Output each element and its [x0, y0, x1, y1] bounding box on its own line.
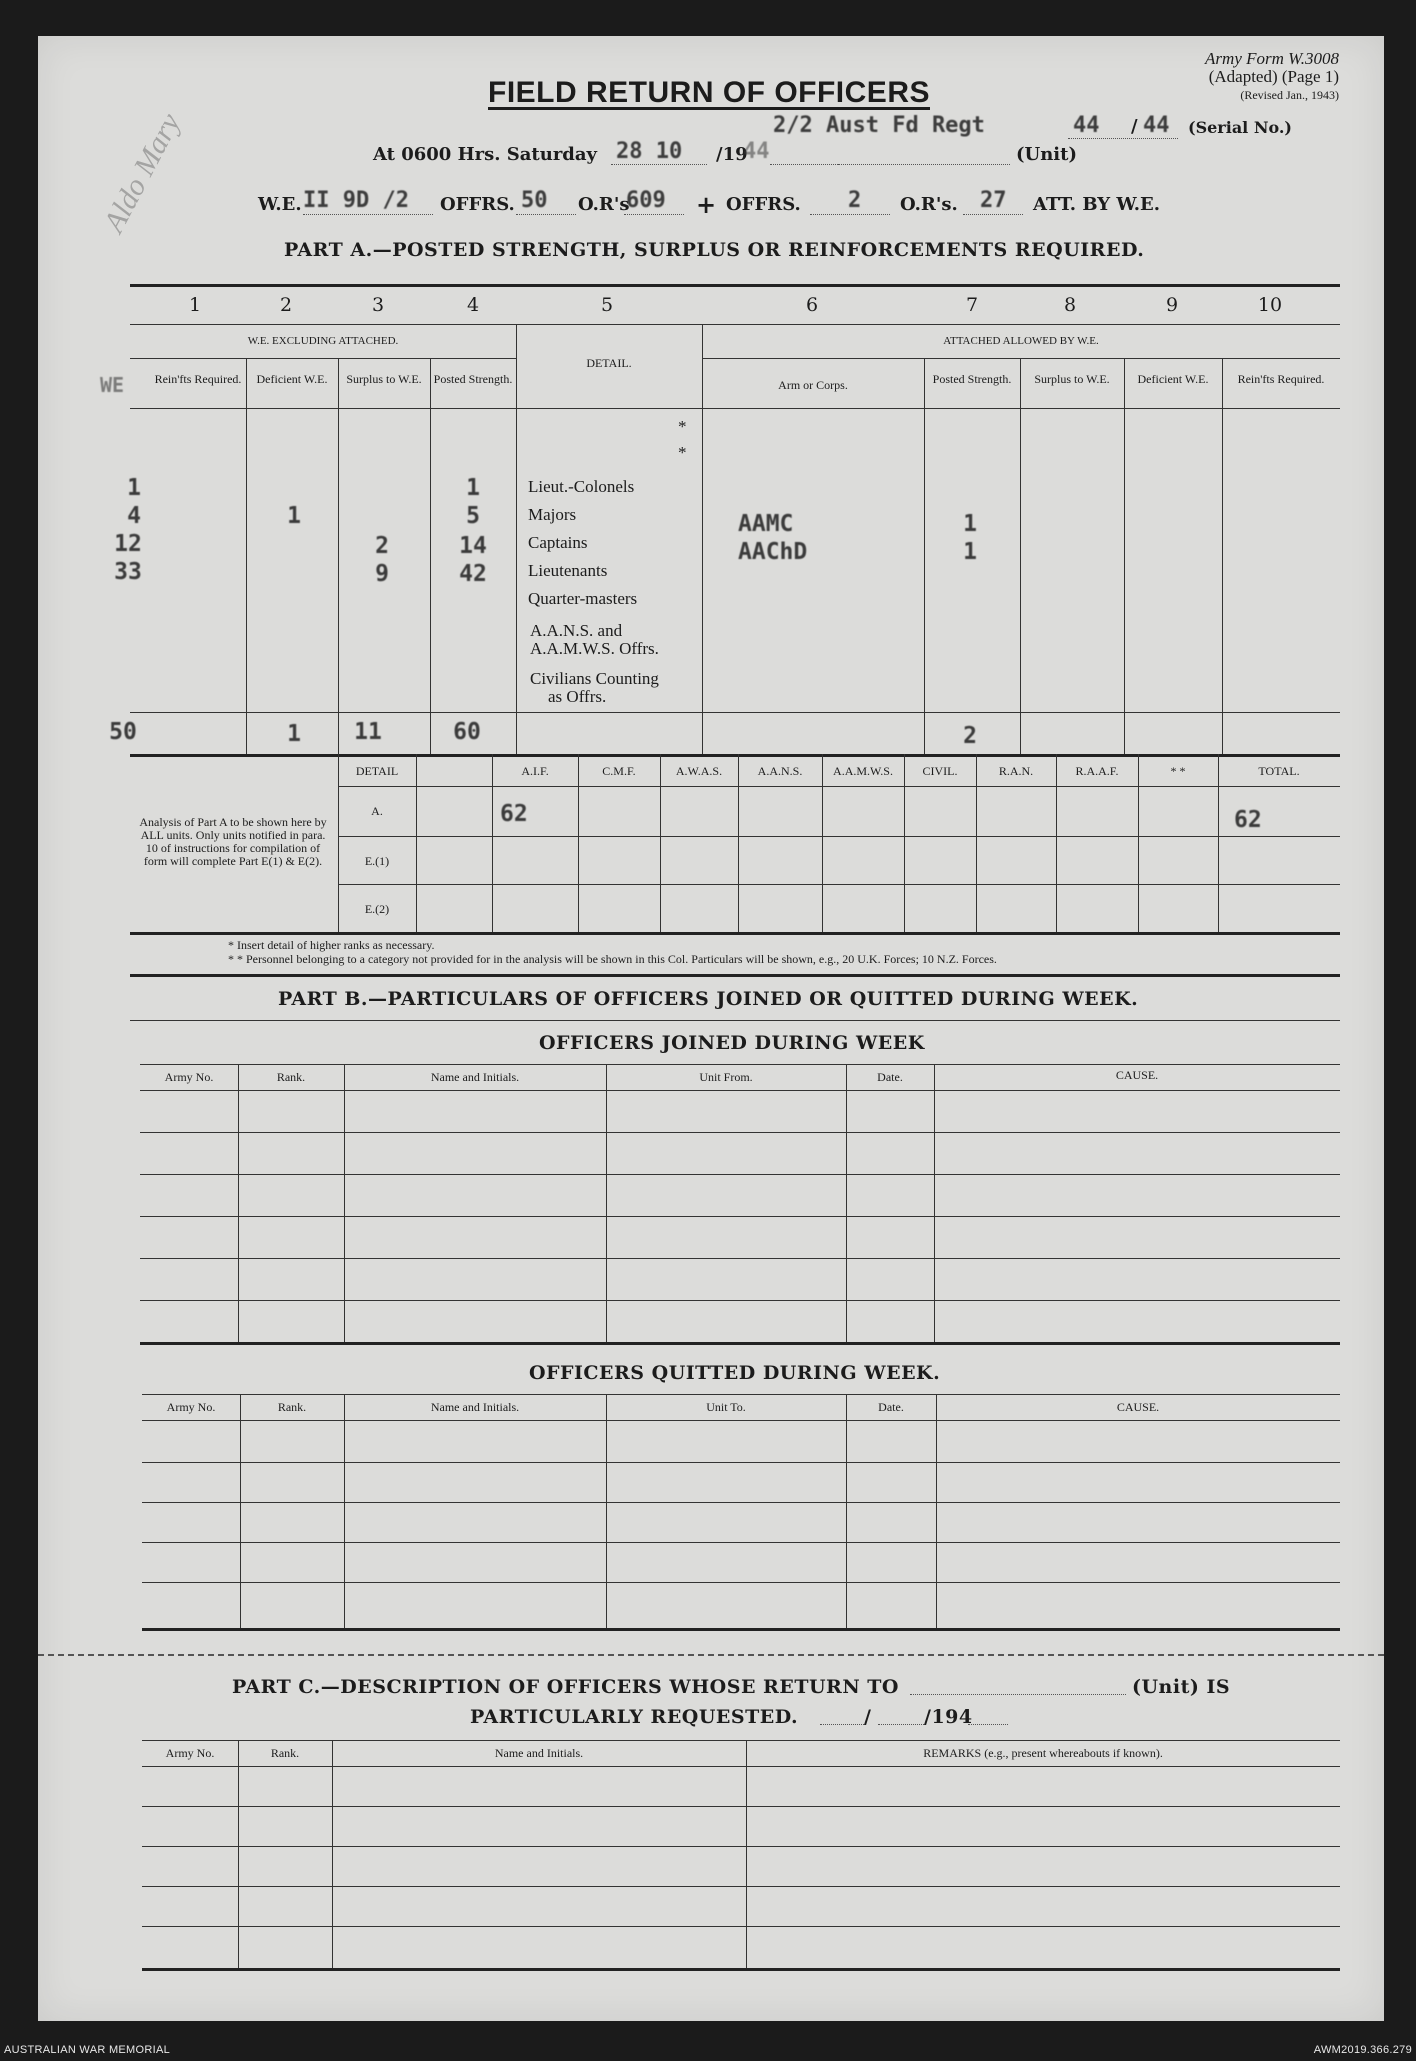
analysis-col-other: * *	[1170, 764, 1186, 778]
quitted-header-name: Name and Initials.	[430, 1400, 520, 1414]
analysis-col-aamws: A.A.M.W.S.	[833, 764, 893, 778]
table-rule	[142, 1846, 1340, 1847]
col-number: 8	[1063, 294, 1077, 316]
we-value[interactable]: 33	[114, 559, 142, 585]
att-by-we-label: ATT. BY W.E.	[1033, 194, 1161, 215]
header-att-surplus: Surplus to W.E.	[1034, 372, 1110, 386]
table-col-line	[238, 1740, 239, 1968]
we-label: W.E.	[258, 194, 302, 215]
table-rule	[338, 836, 1340, 837]
ors-att-dotline	[963, 214, 1023, 215]
joined-header-cause: CAUSE.	[1115, 1068, 1159, 1082]
col-number: 3	[371, 294, 385, 316]
table-col-line	[924, 358, 925, 754]
total-att-posted[interactable]: 2	[963, 723, 977, 749]
part-c-slash: /	[864, 1706, 872, 1728]
table-rule	[142, 1502, 1340, 1503]
asterisk: *	[678, 443, 687, 462]
footer-accession: AWM2019.366.279	[1313, 2044, 1412, 2056]
analysis-col-civil: CIVIL.	[922, 764, 958, 778]
ors-att-typed[interactable]: 27	[980, 188, 1007, 213]
table-rule	[142, 1806, 1340, 1807]
joined-header-unit-from: Unit From.	[699, 1070, 753, 1084]
table-col-line	[904, 754, 905, 932]
table-col-line	[1222, 358, 1223, 754]
table-col-line	[846, 1394, 847, 1628]
col-number: 4	[466, 294, 480, 316]
part-c-unit-dotline	[910, 1694, 1126, 1695]
army-form-block	[1099, 50, 1339, 104]
table-col-line	[246, 358, 247, 754]
posted-value[interactable]: 14	[459, 533, 487, 559]
col-number: 7	[965, 294, 979, 316]
analysis-row-e2: E.(2)	[364, 902, 390, 916]
quitted-header-date: Date.	[878, 1400, 904, 1414]
detail-majors: Majors	[528, 505, 577, 524]
col-number: 10	[1257, 294, 1283, 316]
form-page	[38, 36, 1384, 2021]
att-posted-value[interactable]: 1	[963, 511, 977, 537]
posted-value[interactable]: 42	[459, 561, 487, 587]
table-rule	[140, 1090, 1340, 1091]
table-rule	[142, 1582, 1340, 1583]
analysis-row-e1: E.(1)	[364, 854, 390, 868]
surplus-value[interactable]: 2	[375, 533, 389, 559]
analysis-note: Analysis of Part A to be shown here by ALL units. Only units notified in para. 10 of instructions for compilation of form will complete Part E(1) & E(2).	[139, 815, 327, 868]
form-title: FIELD RETURN OF OFFICERS	[488, 76, 930, 109]
table-col-line	[344, 1394, 345, 1628]
offrs-typed[interactable]: 50	[521, 188, 548, 213]
we-value[interactable]: 12	[114, 531, 142, 557]
table-rule	[130, 712, 1340, 713]
joined-header-date: Date.	[877, 1070, 903, 1084]
detail-civilians: Civilians Counting	[530, 669, 659, 688]
table-col-line	[430, 358, 431, 754]
we-dotline	[303, 214, 433, 215]
we-value[interactable]: 4	[127, 503, 141, 529]
offrs-att-typed[interactable]: 2	[848, 188, 862, 213]
unit-dotline	[838, 164, 1010, 165]
col-number: 2	[279, 294, 293, 316]
table-col-line	[846, 1064, 847, 1342]
footnote-2: * * Personnel belonging to a category not provided for in the analysis will be shown in this Col. Particulars will be shown, e.g., 20 U.K. Forces; 10 N.Z. Forces.	[228, 952, 997, 966]
part-c-header-army-no: Army No.	[165, 1746, 215, 1760]
table-col-line	[738, 754, 739, 932]
table-col-line	[822, 754, 823, 932]
total-a-value[interactable]: 62	[1234, 807, 1262, 833]
year-dotline	[770, 164, 840, 165]
footnote-1: * Insert detail of higher ranks as necessary.	[228, 938, 435, 952]
analysis-col-awas: A.W.A.S.	[675, 764, 723, 778]
ors-label: O.R's	[578, 194, 630, 215]
table-rule	[130, 754, 1340, 757]
detail-aamws: A.A.M.W.S. Offrs.	[530, 639, 659, 658]
table-col-line	[1124, 358, 1125, 754]
table-rule	[130, 358, 516, 359]
table-rule	[140, 1174, 1340, 1175]
unit-label: (Unit)	[1016, 144, 1077, 165]
table-rule	[130, 324, 1340, 325]
table-rule	[140, 1064, 1340, 1065]
posted-value[interactable]: 1	[466, 475, 480, 501]
part-b-title: PART B.—PARTICULARS OF OFFICERS JOINED OR QUITTED DURING WEEK.	[278, 988, 1139, 1010]
table-rule	[140, 1300, 1340, 1301]
serial-separator: /	[1131, 116, 1138, 137]
part-c-unit-is: (Unit) IS	[1132, 1676, 1231, 1698]
table-col-line	[976, 754, 977, 932]
table-col-line	[660, 754, 661, 932]
handwritten-signature: Aldo Mary	[97, 108, 188, 238]
table-rule	[140, 1342, 1340, 1345]
table-rule	[142, 1766, 1340, 1767]
table-rule	[142, 1628, 1340, 1631]
table-col-line	[416, 754, 417, 932]
analysis-row-a: A.	[371, 804, 383, 818]
army-form-number: Army Form W.3008	[1205, 49, 1339, 68]
header-deficient: Deficient W.E.	[256, 372, 328, 386]
army-form-revised: (Revised Jan., 1943)	[1240, 88, 1339, 102]
asterisk: *	[678, 417, 687, 436]
analysis-col-raaf: R.A.A.F.	[1075, 764, 1119, 778]
year-label: /19	[716, 144, 748, 165]
quitted-header-army-no: Army No.	[166, 1400, 216, 1414]
table-rule	[130, 1020, 1340, 1021]
table-rule	[130, 408, 1340, 409]
col-number: 9	[1165, 294, 1179, 316]
joined-header-name: Name and Initials.	[430, 1070, 520, 1084]
aif-a-value[interactable]: 62	[500, 801, 528, 827]
table-col-line	[1218, 754, 1219, 932]
header-arm-corps: Arm or Corps.	[778, 378, 848, 392]
quitted-header-unit-to: Unit To.	[706, 1400, 746, 1414]
part-c-header-name: Name and Initials.	[494, 1746, 584, 1760]
table-col-line	[1056, 754, 1057, 932]
plus-sign: +	[696, 190, 717, 219]
att-posted-value[interactable]: 1	[963, 539, 977, 565]
part-c-month-dotline	[878, 1724, 924, 1725]
table-rule	[142, 1740, 1340, 1741]
header-reinfts: Rein'fts Required.	[154, 372, 242, 386]
joined-header-army-no: Army No.	[164, 1070, 214, 1084]
date-typed[interactable]: 28 10	[616, 139, 683, 164]
total-we[interactable]: 50	[109, 719, 137, 745]
table-col-line	[936, 1394, 937, 1628]
analysis-col-detail: DETAIL	[355, 764, 399, 778]
table-col-line	[746, 1740, 747, 1968]
army-form-adapted: (Adapted) (Page 1)	[1208, 67, 1339, 86]
table-rule	[142, 1926, 1340, 1927]
table-col-line	[338, 358, 339, 754]
ors-typed[interactable]: 609	[626, 188, 666, 213]
table-rule	[142, 1420, 1340, 1421]
table-rule	[338, 884, 1340, 885]
deficient-value[interactable]: 1	[287, 503, 301, 529]
detail-as-offrs: as Offrs.	[548, 687, 607, 706]
at-hours-label: At 0600 Hrs. Saturday	[373, 144, 598, 165]
table-col-line	[578, 754, 579, 932]
header-att-reinfts: Rein'fts Required.	[1237, 372, 1325, 386]
offrs-dotline	[516, 214, 576, 215]
table-rule	[140, 1258, 1340, 1259]
total-posted[interactable]: 60	[453, 719, 481, 745]
arm-corps-value[interactable]: AAMC	[738, 511, 794, 537]
table-rule	[142, 1462, 1340, 1463]
part-c-day-dotline	[820, 1724, 864, 1725]
table-col-line	[1138, 754, 1139, 932]
table-col-line	[606, 1394, 607, 1628]
table-col-line	[238, 1064, 239, 1342]
quitted-header-cause: CAUSE.	[1116, 1400, 1160, 1414]
serial-typed-2[interactable]: 44	[1143, 113, 1170, 138]
analysis-col-aans: A.A.N.S.	[757, 764, 803, 778]
header-att-posted: Posted Strength.	[932, 372, 1012, 386]
part-c-line2: PARTICULARLY REQUESTED.	[470, 1706, 799, 1728]
detail-captains: Captains	[528, 533, 588, 552]
part-c-year: /194	[924, 1706, 973, 1728]
table-rule	[702, 358, 1340, 359]
table-col-line	[240, 1394, 241, 1628]
perforation-line	[38, 1654, 1384, 1656]
we-value[interactable]: 1	[127, 475, 141, 501]
analysis-col-cmf: C.M.F.	[602, 764, 636, 778]
part-a-title: PART A.—POSTED STRENGTH, SURPLUS OR REINFORCEMENTS REQUIRED.	[284, 239, 1145, 261]
part-c-header-remarks: REMARKS (e.g., present whereabouts if known).	[923, 1746, 1163, 1760]
table-col-line	[934, 1064, 935, 1342]
part-c-header-rank: Rank.	[270, 1746, 300, 1760]
offrs-label: OFFRS.	[440, 194, 515, 215]
table-rule	[130, 284, 1340, 287]
group-header-we: W.E. EXCLUDING ATTACHED.	[247, 335, 399, 347]
posted-value[interactable]: 5	[466, 503, 480, 529]
serial-dotline	[1068, 138, 1178, 139]
table-col-line	[492, 754, 493, 932]
analysis-col-aif: A.I.F.	[521, 764, 549, 778]
col-number: 5	[600, 294, 614, 316]
ors-dotline	[624, 214, 684, 215]
unit-typed[interactable]: 2/2 Aust Fd Regt	[773, 113, 985, 138]
part-c-year-dotline	[968, 1724, 1008, 1725]
table-col-line	[332, 1740, 333, 1968]
group-header-attached: ATTACHED ALLOWED BY W.E.	[943, 335, 1099, 347]
footer-source: AUSTRALIAN WAR MEMORIAL	[4, 2044, 171, 2056]
table-col-line	[516, 324, 517, 754]
joined-title: OFFICERS JOINED DURING WEEK	[539, 1032, 925, 1054]
header-surplus: Surplus to W.E.	[346, 372, 422, 386]
quitted-header-rank: Rank.	[277, 1400, 307, 1414]
year-typed[interactable]: 44	[743, 139, 770, 164]
table-rule	[140, 1216, 1340, 1217]
col-number: 1	[188, 294, 202, 316]
detail-quartermasters: Quarter-masters	[528, 589, 638, 608]
table-rule	[142, 1886, 1340, 1887]
detail-lieutenants: Lieutenants	[528, 561, 608, 580]
offrs-att-label: OFFRS.	[726, 194, 801, 215]
analysis-col-ran: R.A.N.	[998, 764, 1034, 778]
header-posted: Posted Strength.	[433, 372, 513, 386]
analysis-col-total: TOTAL.	[1258, 764, 1300, 778]
part-c-title: PART C.—DESCRIPTION OF OFFICERS WHOSE RETURN TO	[232, 1676, 899, 1698]
table-col-line	[344, 1064, 345, 1342]
detail-header: DETAIL.	[586, 356, 632, 370]
detail-aans: A.A.N.S. and	[530, 621, 623, 640]
date-dotline	[611, 164, 707, 165]
total-deficient[interactable]: 1	[287, 721, 301, 747]
table-rule	[142, 1394, 1340, 1395]
we-typed[interactable]: II 9D /2	[303, 188, 409, 213]
table-rule	[130, 974, 1340, 977]
table-col-line	[1020, 358, 1021, 754]
joined-header-rank: Rank.	[276, 1070, 306, 1084]
table-rule	[140, 1132, 1340, 1133]
serial-label: (Serial No.)	[1188, 118, 1292, 137]
col-number: 6	[805, 294, 819, 316]
ors-att-label: O.R's.	[900, 194, 958, 215]
header-att-deficient: Deficient W.E.	[1137, 372, 1209, 386]
surplus-value[interactable]: 9	[375, 561, 389, 587]
serial-typed[interactable]: 44	[1073, 113, 1100, 138]
table-rule	[142, 1542, 1340, 1543]
table-col-line	[606, 1064, 607, 1342]
quitted-title: OFFICERS QUITTED DURING WEEK.	[529, 1362, 941, 1384]
we-stamp: WE	[100, 373, 125, 397]
total-surplus[interactable]: 11	[354, 719, 382, 745]
offrs-att-dotline	[810, 214, 890, 215]
table-rule	[130, 932, 1340, 935]
table-rule	[338, 786, 1340, 787]
arm-corps-value[interactable]: AAChD	[738, 539, 808, 565]
table-rule	[142, 1968, 1340, 1971]
detail-lieut-colonels: Lieut.-Colonels	[528, 477, 635, 496]
